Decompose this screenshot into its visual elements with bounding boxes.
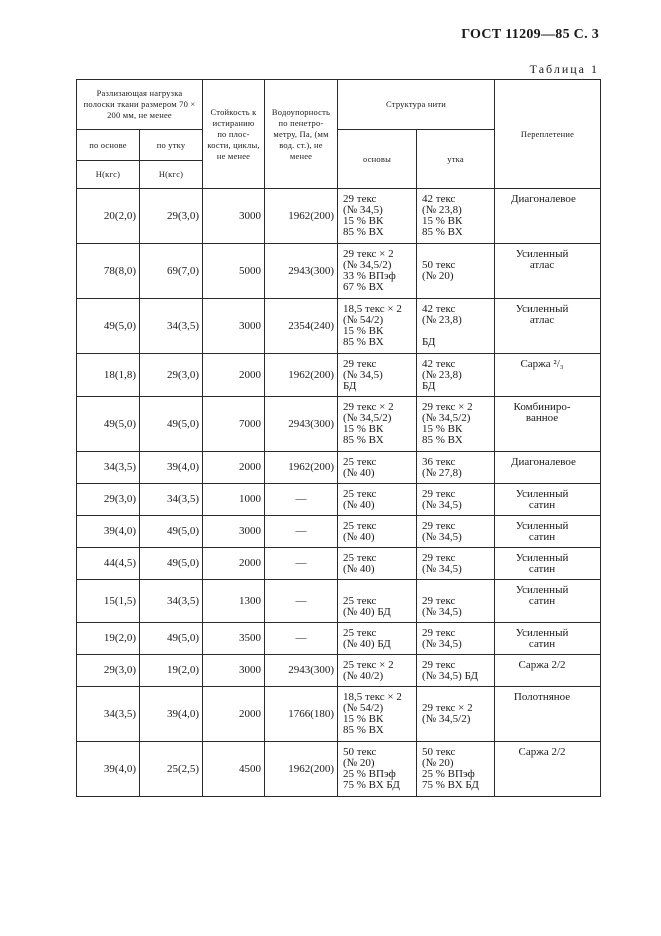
yarn-line: 25 текс: [343, 627, 377, 639]
cell-water-resistance: 2943(300): [265, 244, 338, 299]
col-unit-weft: Н(кгс): [140, 161, 203, 189]
cell-load-warp: 18(1,8): [77, 354, 140, 397]
cell-weave: [495, 354, 601, 397]
cell-load-warp: 29(3,0): [77, 484, 140, 516]
cell-abrasion: 3000: [203, 189, 265, 244]
yarn-line: (№ 34,5): [422, 531, 462, 543]
cell-weave: [495, 548, 601, 580]
cell-load-weft: 69(7,0): [140, 244, 203, 299]
yarn-line: (№ 54/2): [343, 314, 384, 326]
table-row: [77, 655, 601, 687]
col-yarn-structure: Структура нити: [338, 80, 495, 130]
cell-load-warp: 39(4,0): [77, 516, 140, 548]
cell-weave: [495, 742, 601, 797]
cell-water-resistance: 2943(300): [265, 655, 338, 687]
yarn-line: (№ 34,5/2): [422, 713, 471, 725]
yarn-line: 15 % ВК: [422, 215, 463, 227]
yarn-line: 29 текс: [343, 193, 377, 205]
table-row: [77, 452, 601, 484]
col-breaking-load: Разлизающая нагрузка полоски ткани размером 70 × 200 мм, не менее: [77, 80, 203, 130]
yarn-line: 25 текс: [343, 520, 377, 532]
cell-load-warp: 34(3,5): [77, 687, 140, 742]
weave-label: Усиленный сатин: [515, 520, 569, 543]
yarn-line: 29 текс: [422, 520, 456, 532]
yarn-line: (№ 40) БД: [343, 606, 391, 618]
cell-weave: [495, 687, 601, 742]
cell-yarn-warp: [338, 354, 417, 397]
cell-yarn-weft: [417, 354, 495, 397]
yarn-line: (№ 27,8): [422, 467, 462, 479]
yarn-line: 85 % ВХ: [422, 434, 463, 446]
yarn-line: 85 % ВХ: [422, 226, 463, 238]
yarn-line: БД: [422, 380, 436, 392]
yarn-line: (№ 20): [422, 270, 454, 282]
cell-water-resistance: 2943(300): [265, 397, 338, 452]
yarn-line: (№ 34,5) БД: [422, 670, 478, 682]
yarn-line: 50 текс: [422, 259, 456, 271]
yarn-line: 42 текс: [422, 303, 456, 315]
cell-yarn-warp: [338, 484, 417, 516]
cell-load-weft: 34(3,5): [140, 580, 203, 623]
yarn-line: 25 % ВПэф: [422, 768, 475, 780]
yarn-line: 15 % ВК: [422, 423, 463, 435]
table-row: [77, 484, 601, 516]
yarn-line: (№ 34,5): [343, 369, 383, 381]
yarn-line: 85 % ВХ: [343, 226, 384, 238]
yarn-line: (№ 40/2): [343, 670, 384, 682]
cell-yarn-weft: [417, 244, 495, 299]
yarn-line: (№ 54/2): [343, 702, 384, 714]
cell-yarn-warp: [338, 189, 417, 244]
cell-abrasion: 3000: [203, 299, 265, 354]
weave-label: Усиленный атлас: [515, 248, 569, 271]
yarn-line: 25 текс: [343, 552, 377, 564]
cell-abrasion: 2000: [203, 354, 265, 397]
yarn-line: 29 текс: [422, 659, 456, 671]
yarn-line: 29 текс: [422, 627, 456, 639]
col-unit-warp: Н(кгс): [77, 161, 140, 189]
weave-label: Усиленный сатин: [515, 627, 569, 650]
yarn-line: 85 % ВХ: [343, 434, 384, 446]
cell-abrasion: 7000: [203, 397, 265, 452]
cell-yarn-weft: [417, 452, 495, 484]
table-row: [77, 548, 601, 580]
cell-load-weft: 39(4,0): [140, 452, 203, 484]
col-weave: Переплетение: [495, 80, 601, 189]
cell-yarn-warp: [338, 742, 417, 797]
weave-label: Усиленный сатин: [515, 552, 569, 575]
yarn-line: 29 текс: [343, 358, 377, 370]
cell-water-resistance: —: [265, 516, 338, 548]
table-head: [77, 80, 601, 189]
cell-load-warp: 29(3,0): [77, 655, 140, 687]
cell-yarn-warp: [338, 548, 417, 580]
col-warp: по основе: [77, 130, 140, 161]
cell-weave: [495, 452, 601, 484]
cell-yarn-weft: [417, 397, 495, 452]
yarn-line: (№ 34,5): [422, 606, 462, 618]
yarn-line: 29 текс × 2: [422, 702, 473, 714]
table-row: [77, 687, 601, 742]
cell-load-warp: 78(8,0): [77, 244, 140, 299]
yarn-line: 25 текс: [343, 595, 377, 607]
yarn-line: (№ 34,5/2): [422, 412, 471, 424]
table-row: [77, 623, 601, 655]
yarn-line: 15 % ВК: [343, 325, 384, 337]
cell-abrasion: 2000: [203, 548, 265, 580]
yarn-line: 25 текс: [343, 488, 377, 500]
yarn-line: 29 текс: [422, 552, 456, 564]
cell-weave: [495, 397, 601, 452]
cell-abrasion: 4500: [203, 742, 265, 797]
yarn-line: БД: [343, 380, 357, 392]
cell-abrasion: 2000: [203, 687, 265, 742]
cell-load-weft: 49(5,0): [140, 623, 203, 655]
weave-label: Саржа 2/2: [518, 659, 566, 671]
cell-yarn-warp: [338, 516, 417, 548]
table-row: [77, 189, 601, 244]
col-weft: по утку: [140, 130, 203, 161]
cell-load-warp: 34(3,5): [77, 452, 140, 484]
weave-label: Полотняное: [513, 691, 571, 703]
cell-weave: [495, 484, 601, 516]
table-row: [77, 516, 601, 548]
yarn-line: 25 текс × 2: [343, 659, 394, 671]
cell-water-resistance: 1962(200): [265, 354, 338, 397]
cell-load-weft: 29(3,0): [140, 189, 203, 244]
cell-yarn-weft: [417, 742, 495, 797]
col-yarn-warp: основы: [338, 130, 417, 189]
col-yarn-weft: утка: [417, 130, 495, 189]
cell-abrasion: 1300: [203, 580, 265, 623]
running-title: ГОСТ 11209—85 С. 3: [461, 27, 599, 42]
yarn-line: (№ 23,8): [422, 204, 462, 216]
cell-load-weft: 49(5,0): [140, 516, 203, 548]
weave-label: Комбиниро-ванное: [513, 401, 571, 424]
yarn-line: 25 текс: [343, 456, 377, 468]
cell-weave: [495, 299, 601, 354]
cell-load-weft: 49(5,0): [140, 548, 203, 580]
cell-weave: [495, 580, 601, 623]
table-row: [77, 580, 601, 623]
cell-abrasion: 2000: [203, 452, 265, 484]
yarn-line: 18,5 текс × 2: [343, 691, 402, 703]
cell-load-weft: 49(5,0): [140, 397, 203, 452]
cell-load-warp: 20(2,0): [77, 189, 140, 244]
cell-yarn-warp: [338, 623, 417, 655]
yarn-line: (№ 20): [422, 757, 454, 769]
cell-abrasion: 3000: [203, 516, 265, 548]
cell-abrasion: 1000: [203, 484, 265, 516]
yarn-line: 42 текс: [422, 358, 456, 370]
yarn-line: БД: [422, 336, 436, 348]
yarn-line: 33 % ВПэф: [343, 270, 396, 282]
cell-water-resistance: —: [265, 548, 338, 580]
yarn-line: 29 текс: [422, 488, 456, 500]
yarn-line: 25 % ВПэф: [343, 768, 396, 780]
cell-load-weft: 34(3,5): [140, 484, 203, 516]
yarn-line: 29 текс × 2: [343, 401, 394, 413]
cell-load-warp: 39(4,0): [77, 742, 140, 797]
col-abrasion: Стойкость к истиранию по плос-кости, циклы, не менее: [203, 80, 265, 189]
yarn-line: (№ 40): [343, 467, 375, 479]
cell-weave: [495, 655, 601, 687]
table-row: [77, 397, 601, 452]
cell-yarn-warp: [338, 687, 417, 742]
yarn-line: (№ 40): [343, 563, 375, 575]
cell-load-weft: 39(4,0): [140, 687, 203, 742]
cell-water-resistance: 1962(200): [265, 742, 338, 797]
cell-abrasion: 5000: [203, 244, 265, 299]
table-row: [77, 299, 601, 354]
yarn-line: (№ 23,8): [422, 369, 462, 381]
cell-water-resistance: —: [265, 623, 338, 655]
cell-yarn-weft: [417, 189, 495, 244]
yarn-line: 29 текс × 2: [422, 401, 473, 413]
cell-weave: [495, 189, 601, 244]
cell-water-resistance: 2354(240): [265, 299, 338, 354]
table-body: [77, 189, 601, 797]
weave-label: Усиленный сатин: [515, 488, 569, 511]
yarn-line: (№ 40): [343, 531, 375, 543]
weave-label: Усиленный атлас: [515, 303, 569, 326]
yarn-line: 15 % ВК: [343, 423, 384, 435]
cell-yarn-weft: [417, 299, 495, 354]
cell-water-resistance: —: [265, 580, 338, 623]
cell-abrasion: 3000: [203, 655, 265, 687]
cell-yarn-warp: [338, 580, 417, 623]
yarn-line: 75 % ВХ БД: [343, 779, 400, 791]
cell-yarn-warp: [338, 244, 417, 299]
cell-load-weft: 34(3,5): [140, 299, 203, 354]
cell-yarn-warp: [338, 299, 417, 354]
yarn-line: (№ 34,5): [422, 563, 462, 575]
yarn-line: 85 % ВХ: [343, 336, 384, 348]
yarn-line: (№ 40): [343, 499, 375, 511]
yarn-line: (№ 34,5/2): [343, 412, 392, 424]
cell-abrasion: 3500: [203, 623, 265, 655]
yarn-line: 18,5 текс × 2: [343, 303, 402, 315]
cell-load-warp: 19(2,0): [77, 623, 140, 655]
yarn-line: (№ 34,5/2): [343, 259, 392, 271]
yarn-line: (№ 34,5): [422, 499, 462, 511]
table-row: [77, 244, 601, 299]
yarn-line: 75 % ВХ БД: [422, 779, 479, 791]
weave-label: Саржа 2/2: [518, 746, 566, 758]
cell-load-warp: 44(4,5): [77, 548, 140, 580]
cell-load-warp: 15(1,5): [77, 580, 140, 623]
yarn-line: (№ 34,5): [343, 204, 383, 216]
cell-yarn-warp: [338, 655, 417, 687]
cell-load-weft: 19(2,0): [140, 655, 203, 687]
weave-label: Диагоналевое: [511, 193, 576, 205]
weave-label: Саржа ²/₃: [520, 358, 564, 370]
cell-yarn-weft: [417, 516, 495, 548]
yarn-line: (№ 40) БД: [343, 638, 391, 650]
weave-label: Диагоналевое: [511, 456, 576, 468]
cell-weave: [495, 244, 601, 299]
cell-yarn-warp: [338, 397, 417, 452]
cell-yarn-weft: [417, 580, 495, 623]
yarn-line: (№ 20): [343, 757, 375, 769]
yarn-line: 15 % ВК: [343, 215, 384, 227]
yarn-line: 50 текс: [343, 746, 377, 758]
cell-yarn-weft: [417, 484, 495, 516]
yarn-line: (№ 23,8): [422, 314, 462, 326]
yarn-line: 85 % ВХ: [343, 724, 384, 736]
yarn-line: 29 текс × 2: [343, 248, 394, 260]
yarn-line: 15 % ВК: [343, 713, 384, 725]
cell-water-resistance: 1766(180): [265, 687, 338, 742]
cell-weave: [495, 516, 601, 548]
yarn-line: 50 текс: [422, 746, 456, 758]
cell-yarn-warp: [338, 452, 417, 484]
cell-yarn-weft: [417, 655, 495, 687]
cell-load-warp: 49(5,0): [77, 397, 140, 452]
table-row: [77, 742, 601, 797]
cell-water-resistance: 1962(200): [265, 189, 338, 244]
cell-weave: [495, 623, 601, 655]
cell-yarn-weft: [417, 687, 495, 742]
cell-water-resistance: 1962(200): [265, 452, 338, 484]
weave-label: Усиленный сатин: [515, 584, 569, 607]
cell-yarn-weft: [417, 548, 495, 580]
cell-load-weft: 29(3,0): [140, 354, 203, 397]
yarn-line: 36 текс: [422, 456, 456, 468]
cell-water-resistance: —: [265, 484, 338, 516]
yarn-line: (№ 34,5): [422, 638, 462, 650]
cell-load-weft: 25(2,5): [140, 742, 203, 797]
cell-load-warp: 49(5,0): [77, 299, 140, 354]
yarn-line: 67 % ВХ: [343, 281, 384, 293]
specs-table: [76, 79, 601, 797]
yarn-line: 42 текс: [422, 193, 456, 205]
cell-yarn-weft: [417, 623, 495, 655]
table-caption: Таблица 1: [529, 62, 599, 76]
col-water-resistance: Водоупорность по пенетро-метру, Па, (мм вод. ст.), не менее: [265, 80, 338, 189]
yarn-line: 29 текс: [422, 595, 456, 607]
table-row: [77, 354, 601, 397]
